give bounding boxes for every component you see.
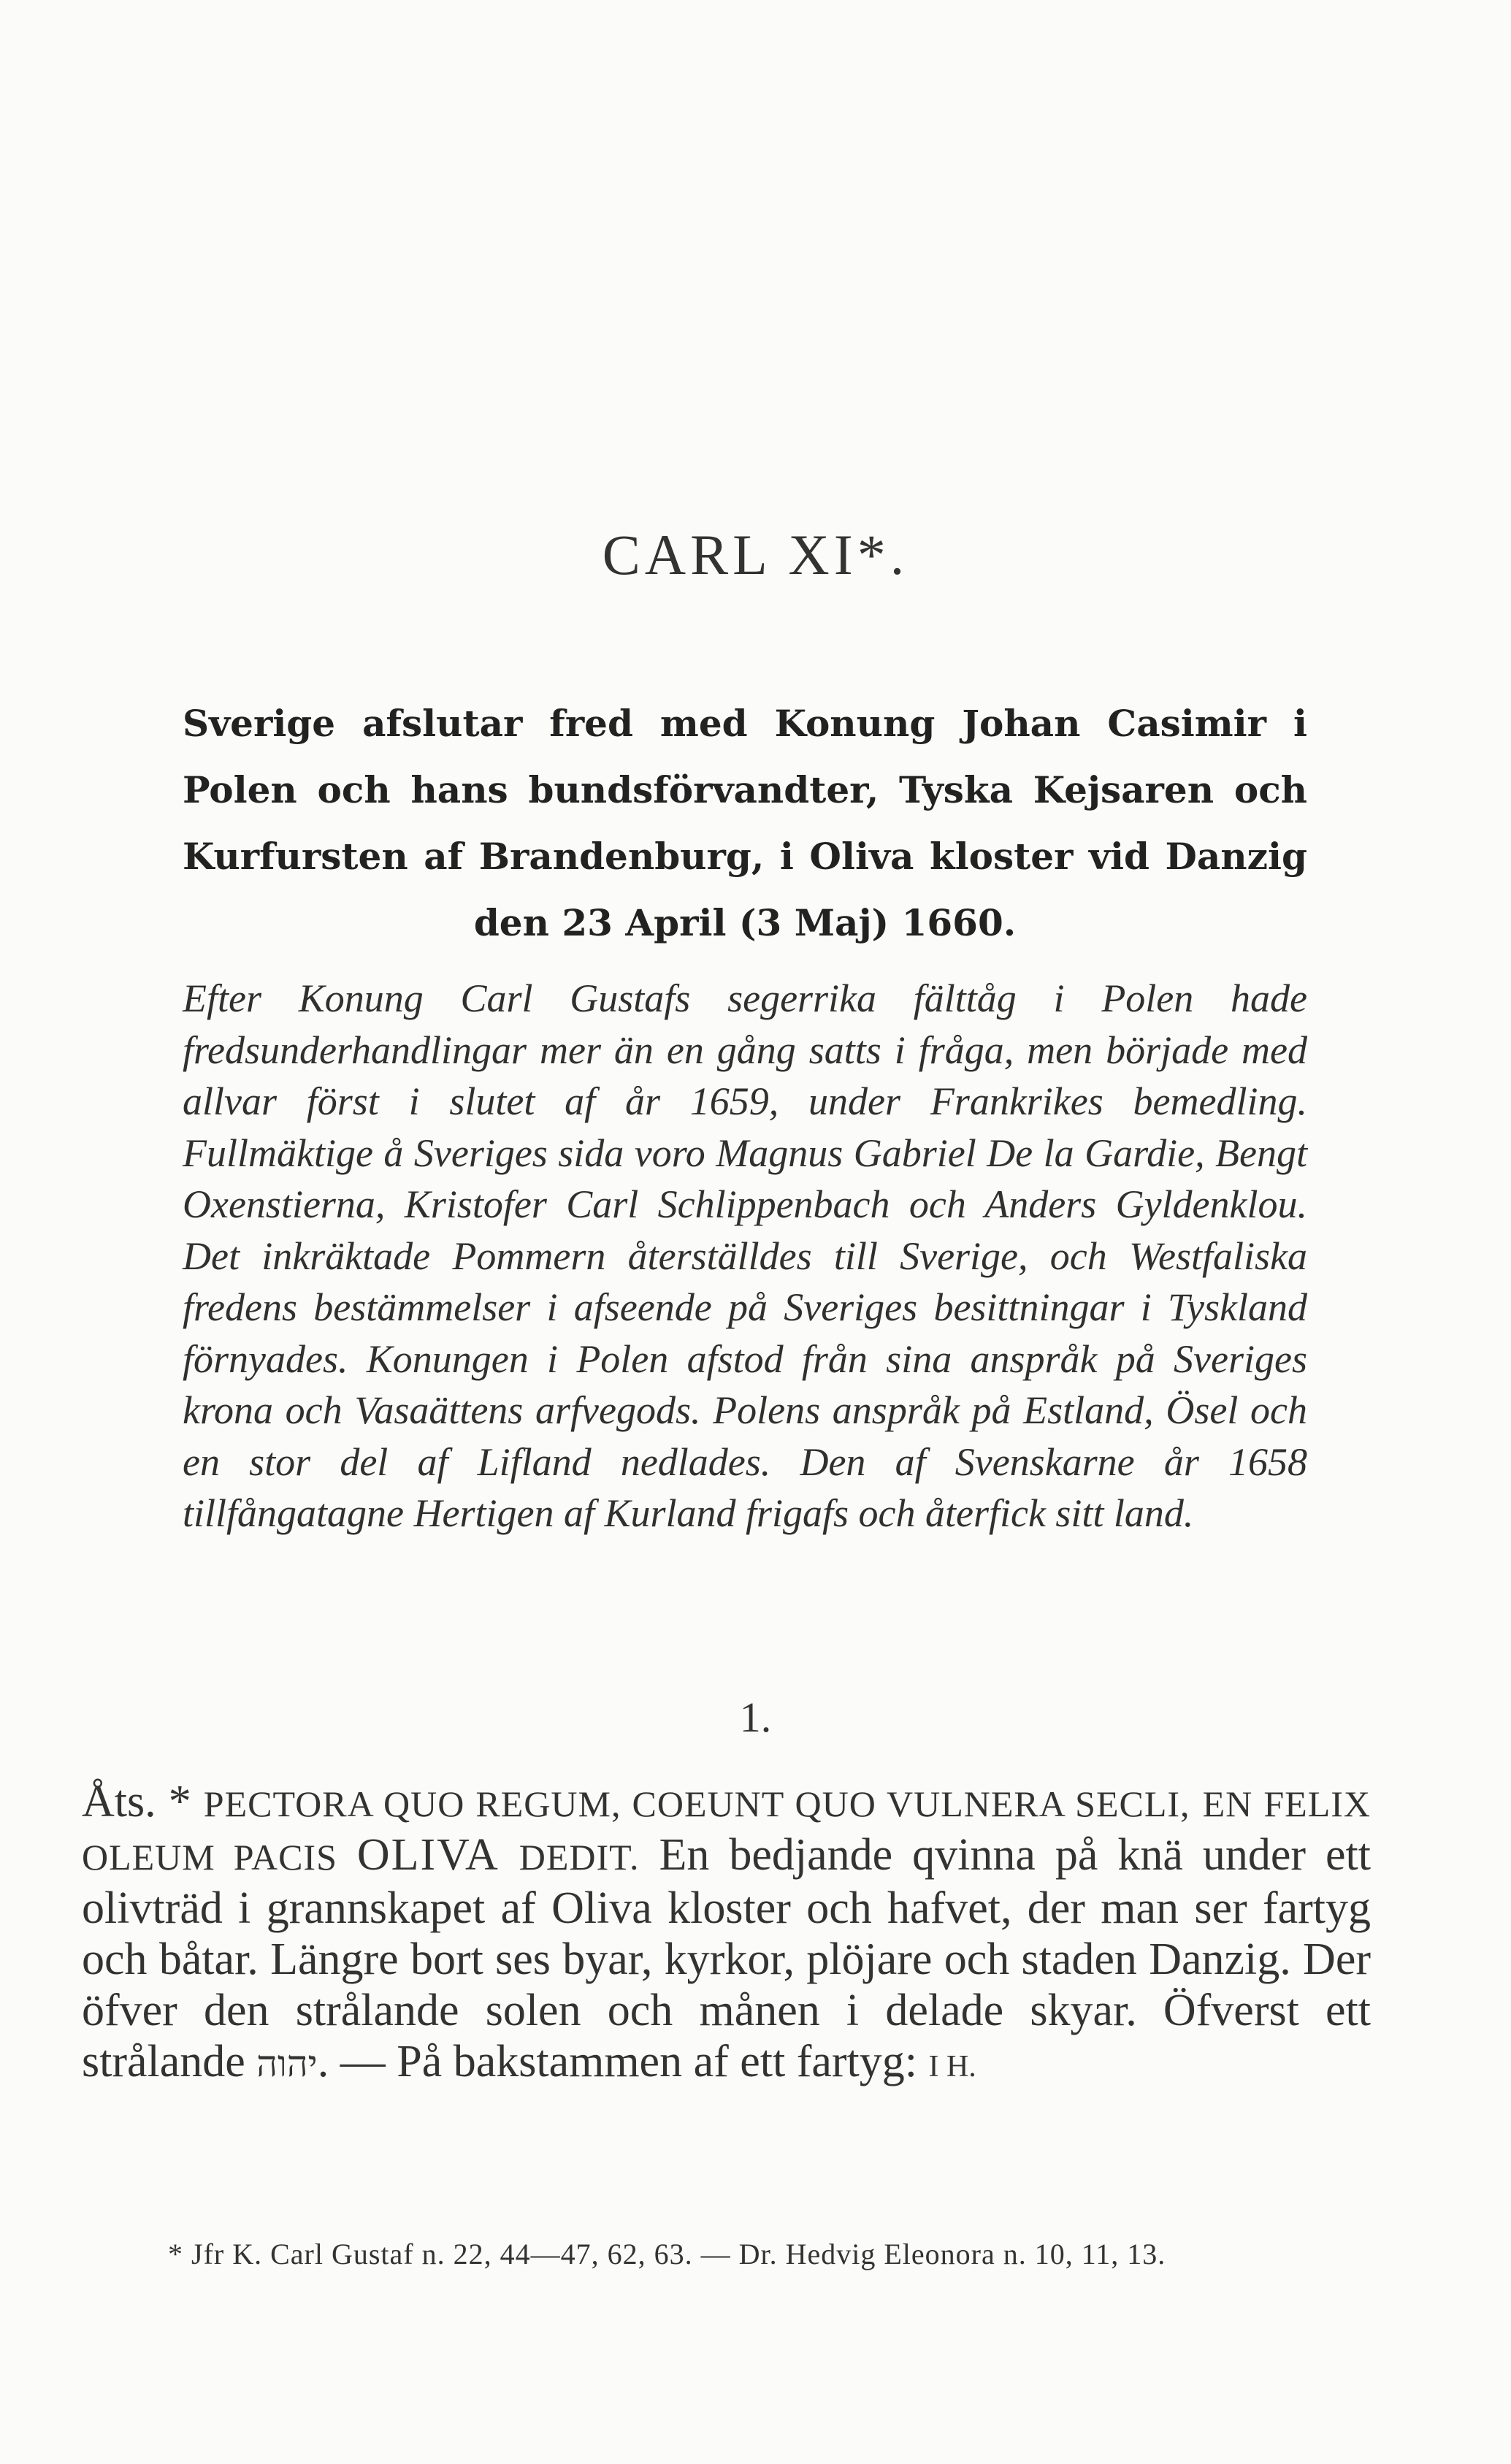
intro-paragraph: Efter Konung Carl Gustafs segerrika fälttåg i Polen hade fredsunderhandlingar mer än en gång satts i fråga, men började med allvar först i slutet af år 1659, under Frankrikes bemedling. Fullmäktige å Sveriges sida voro Magnus Gabriel De la Gardie, Bengt Oxenstierna, Kristofer Carl Schlippenbach och Anders Gyldenklou. Det inkräktade Pommern återställdes till Sverige, och Westfaliska fredens bestämmelser i afseende på Sveriges besittningar i Tyskland förnyades. Konungen i Polen afstod från sina anspråk på Sveriges krona och Vasaättens arfvegods. Polens anspråk på Estland, Ösel och en stor del af Lifland nedlades. Den af Svenskarne år 1658 tillfångatagne Hertigen af Kurland frigafs och återfick sitt land. xyxy=(183,976,1307,1535)
hebrew-tetragrammaton: יהוה xyxy=(256,2043,318,2085)
chapter-heading: Sverige afslutar fred med Konung Johan Casimir i Polen och hans bundsförvandter, Tyska Kejsaren och Kurfursten af Brandenburg, i Oliva kloster vid Danzig den 23 April (3 Maj) 1660. xyxy=(183,702,1307,944)
description-text: En bedjande qvinna på knä under ett olivträd i grannskapet af Oliva kloster och hafvet, der man ser fartyg och båtar. Längre bort ses byar, kyrkor, plöjare och staden Danzig. Der öfver den strålande solen och månen i delade skyar. Öfverst ett strålande xyxy=(82,1830,1372,2086)
stern-inscription: I H. xyxy=(928,2050,976,2084)
description-text-cont: . — På bakstammen af ett fartyg: xyxy=(317,2037,917,2086)
legend-part-2: EN FELIX OLEUM PACIS xyxy=(82,1783,1371,1878)
legend-part-4: DEDIT. xyxy=(519,1837,640,1878)
legend-part-1: PECTORA QUO REGUM, COEUNT QUO VULNERA SECLI, xyxy=(203,1783,1190,1824)
legend-oliva: OLIVA xyxy=(356,1830,500,1880)
medal-description xyxy=(82,1776,1371,2092)
footnote: * Jfr K. Carl Gustaf n. 22, 44—47, 62, 63. — Dr. Hedvig Eleonora n. 10, 11, 13. xyxy=(168,2238,1166,2270)
obverse-label: Åts. xyxy=(82,1777,156,1826)
section-number: 1. xyxy=(739,1694,772,1741)
footnote-marker: * xyxy=(168,1777,191,1826)
page-title: CARL XI*. xyxy=(602,523,909,586)
